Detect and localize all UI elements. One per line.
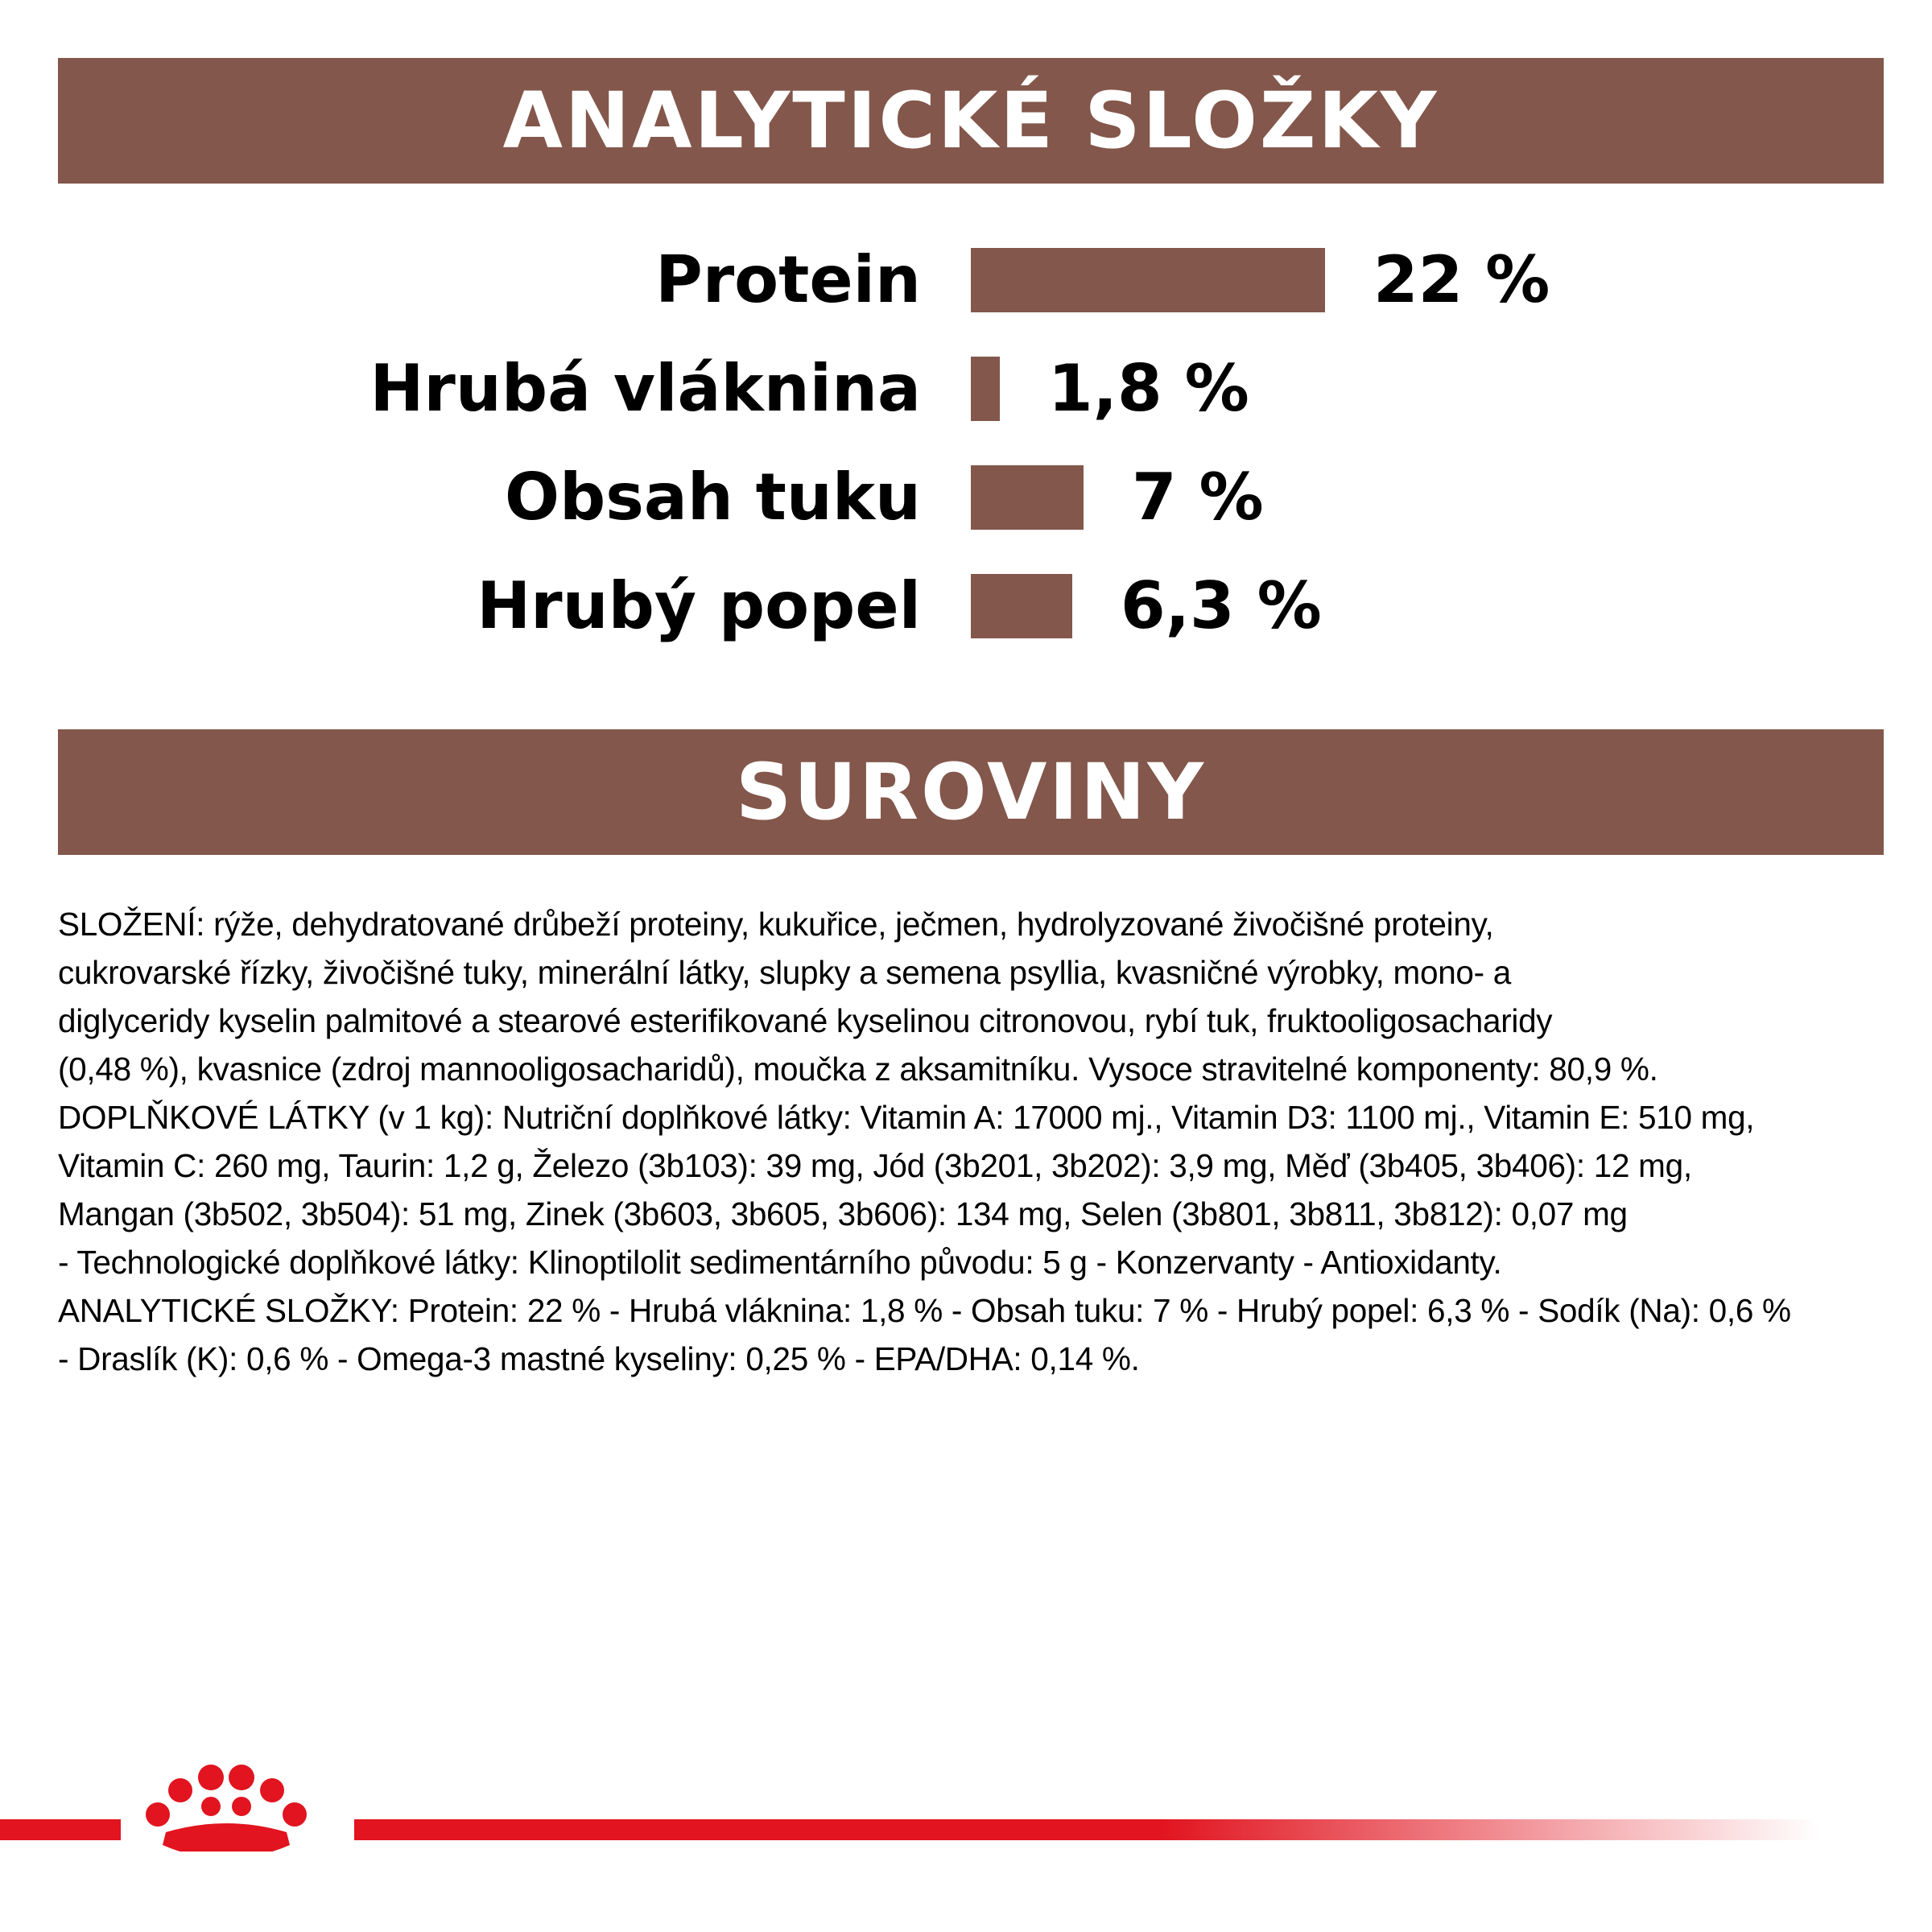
ingredients-line: DOPLŇKOVÉ LÁTKY (v 1 kg): Nutriční doplňkové látky: Vitamin A: 17000 mj., Vitamin D3: 1100 mj., Vitamin E: 510 mg, (58, 1099, 1755, 1136)
bar-label: Protein (655, 242, 921, 317)
ingredients-line: ANALYTICKÉ SLOŽKY: Protein: 22 % - Hrubá vláknina: 1,8 % - Obsah tuku: 7 % - Hrubý popel: 6,3 % - Sodík (Na): 0,6 % (58, 1292, 1791, 1329)
footer-brand-strip (0, 1731, 1932, 1852)
bar-label: Hrubý popel (477, 568, 921, 643)
ingredients-line: Mangan (3b502, 3b504): 51 mg, Zinek (3b603, 3b605, 3b606): 134 mg, Selen (3b801, 3b811, 3b812): 0,07 mg (58, 1195, 1628, 1232)
bar (971, 357, 1000, 421)
bar-value-label: 6,3 % (1121, 568, 1322, 643)
ingredients-line: - Draslík (K): 0,6 % - Omega-3 mastné kyseliny: 0,25 % - EPA/DHA: 0,14 %. (58, 1340, 1140, 1377)
bar (971, 248, 1325, 312)
ingredients-line: - Technologické doplňkové látky: Klinoptilolit sedimentárního původu: 5 g - Konzervanty - Antioxidanty. (58, 1244, 1502, 1281)
analytical-title: ANALYTICKÉ SLOŽKY (502, 76, 1439, 166)
ingredients-line: diglyceridy kyselin palmitové a stearové esterifikované kyselinou citronovou, rybí tuk, fruktooligosacharidy (58, 1002, 1553, 1039)
ingredients-title: SUROVINY (736, 747, 1206, 837)
bar-label: Obsah tuku (504, 460, 921, 535)
crown-icon (146, 1765, 307, 1852)
ingredients-banner (58, 729, 1884, 855)
ingredients-line: (0,48 %), kvasnice (zdroj mannooligosacharidů), moučka z aksamitníku. Vysoce stravitelné komponenty: 80,9 %. (58, 1051, 1658, 1088)
ingredients-line: Vitamin C: 260 mg, Taurin: 1,2 g, Železo (3b103): 39 mg, Jód (3b201, 3b202): 3,9 mg, Měď (3b405, 3b406): 12 mg, (58, 1147, 1692, 1184)
bar-value-label: 1,8 % (1048, 351, 1249, 426)
bar (971, 574, 1072, 638)
bar-label: Hrubá vláknina (369, 351, 921, 426)
nutrient-bar-chart (0, 0, 1932, 692)
bar-value-label: 22 % (1373, 242, 1550, 317)
ingredients-text (58, 900, 1901, 1383)
footer-line-right (354, 1819, 1819, 1840)
ingredients-line: cukrovarské řízky, živočišné tuky, minerální látky, slupky a semena psyllia, kvasničné výrobky, mono- a (58, 954, 1512, 991)
footer-line-left (0, 1819, 121, 1840)
bar (971, 465, 1084, 530)
bar-value-label: 7 % (1132, 460, 1264, 535)
ingredients-line: SLOŽENÍ: rýže, dehydratované drůbeží proteiny, kukuřice, ječmen, hydrolyzované živočišné proteiny, (58, 906, 1494, 943)
